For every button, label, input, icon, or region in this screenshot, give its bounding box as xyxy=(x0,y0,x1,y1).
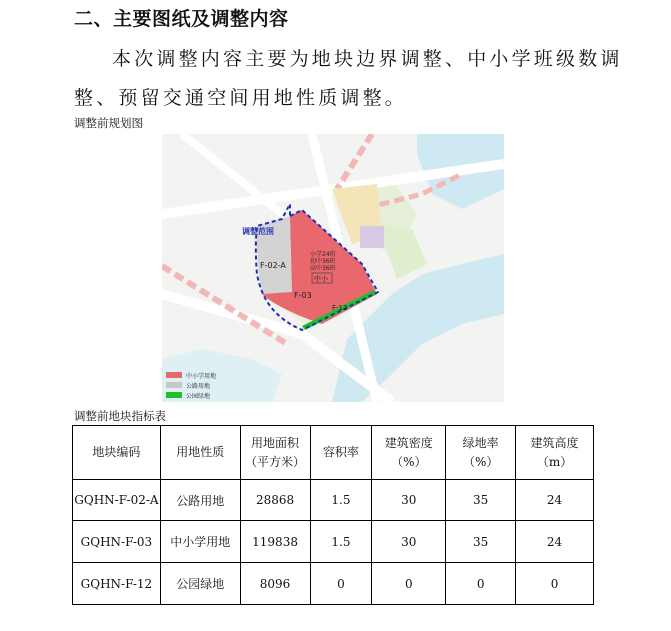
table-row xyxy=(73,521,594,563)
body-paragraph xyxy=(74,40,634,118)
cell-height: 0 xyxy=(516,563,594,605)
cell-far: 1.5 xyxy=(310,521,372,563)
cell-height: 24 xyxy=(516,521,594,563)
school-classes-primary: 小学24班 xyxy=(310,251,336,258)
header-height: 建筑高度 （m） xyxy=(516,426,594,480)
school-classes-senior: 高中36班 xyxy=(310,265,336,272)
header-density: 建筑密度 （%） xyxy=(372,426,446,480)
indicator-table xyxy=(72,425,594,605)
scope-label: 调整范围 xyxy=(242,227,274,236)
cell-land-use: 公路用地 xyxy=(160,480,240,521)
cell-area: 8096 xyxy=(240,563,310,605)
cell-green-ratio: 35 xyxy=(446,480,516,521)
planning-map xyxy=(162,134,504,402)
cell-density: 30 xyxy=(372,521,446,563)
parcel-f12-label: F-12 xyxy=(332,304,348,312)
table-row xyxy=(73,480,594,521)
legend-school: 中小学用地 xyxy=(186,373,217,380)
cell-code: GQHN-F-03 xyxy=(73,521,161,563)
header-area: 用地面积 （平方米） xyxy=(240,426,310,480)
cell-far: 0 xyxy=(310,563,372,605)
cell-land-use: 公园绿地 xyxy=(160,563,240,605)
cell-area: 28868 xyxy=(240,480,310,521)
table-row xyxy=(73,563,594,605)
table-header-row xyxy=(73,426,594,480)
cell-height: 24 xyxy=(516,480,594,521)
cell-far: 1.5 xyxy=(310,480,372,521)
parcel-f02a-label: F-02-A xyxy=(260,261,286,270)
map-caption: 调整前规划图 xyxy=(74,116,143,130)
paragraph-line-2: 整、预留交通空间用地性质调整。 xyxy=(74,87,408,109)
section-heading: 二、主要图纸及调整内容 xyxy=(74,8,289,30)
header-code: 地块编码 xyxy=(73,426,161,480)
cell-density: 0 xyxy=(372,563,446,605)
legend-road: 公路用地 xyxy=(186,383,211,390)
cell-green-ratio: 35 xyxy=(446,521,516,563)
cell-code: GQHN-F-12 xyxy=(73,563,161,605)
cell-area: 119838 xyxy=(240,521,310,563)
header-land-use: 用地性质 xyxy=(160,426,240,480)
school-classes-junior: 初中36班 xyxy=(310,258,336,265)
cell-green-ratio: 0 xyxy=(446,563,516,605)
header-green-ratio: 绿地率 （%） xyxy=(446,426,516,480)
parcel-f03-label: F-03 xyxy=(294,291,312,300)
cell-density: 30 xyxy=(372,480,446,521)
legend-park: 公园绿地 xyxy=(186,393,211,400)
cell-land-use: 中小学用地 xyxy=(160,521,240,563)
table-caption: 调整前地块指标表 xyxy=(74,409,166,423)
school-tag: 中小 xyxy=(314,275,328,283)
paragraph-line-1: 本次调整内容主要为地块边界调整、中小学班级数调 xyxy=(112,48,623,70)
header-far: 容积率 xyxy=(310,426,372,480)
cell-code: GQHN-F-02-A xyxy=(73,480,161,521)
